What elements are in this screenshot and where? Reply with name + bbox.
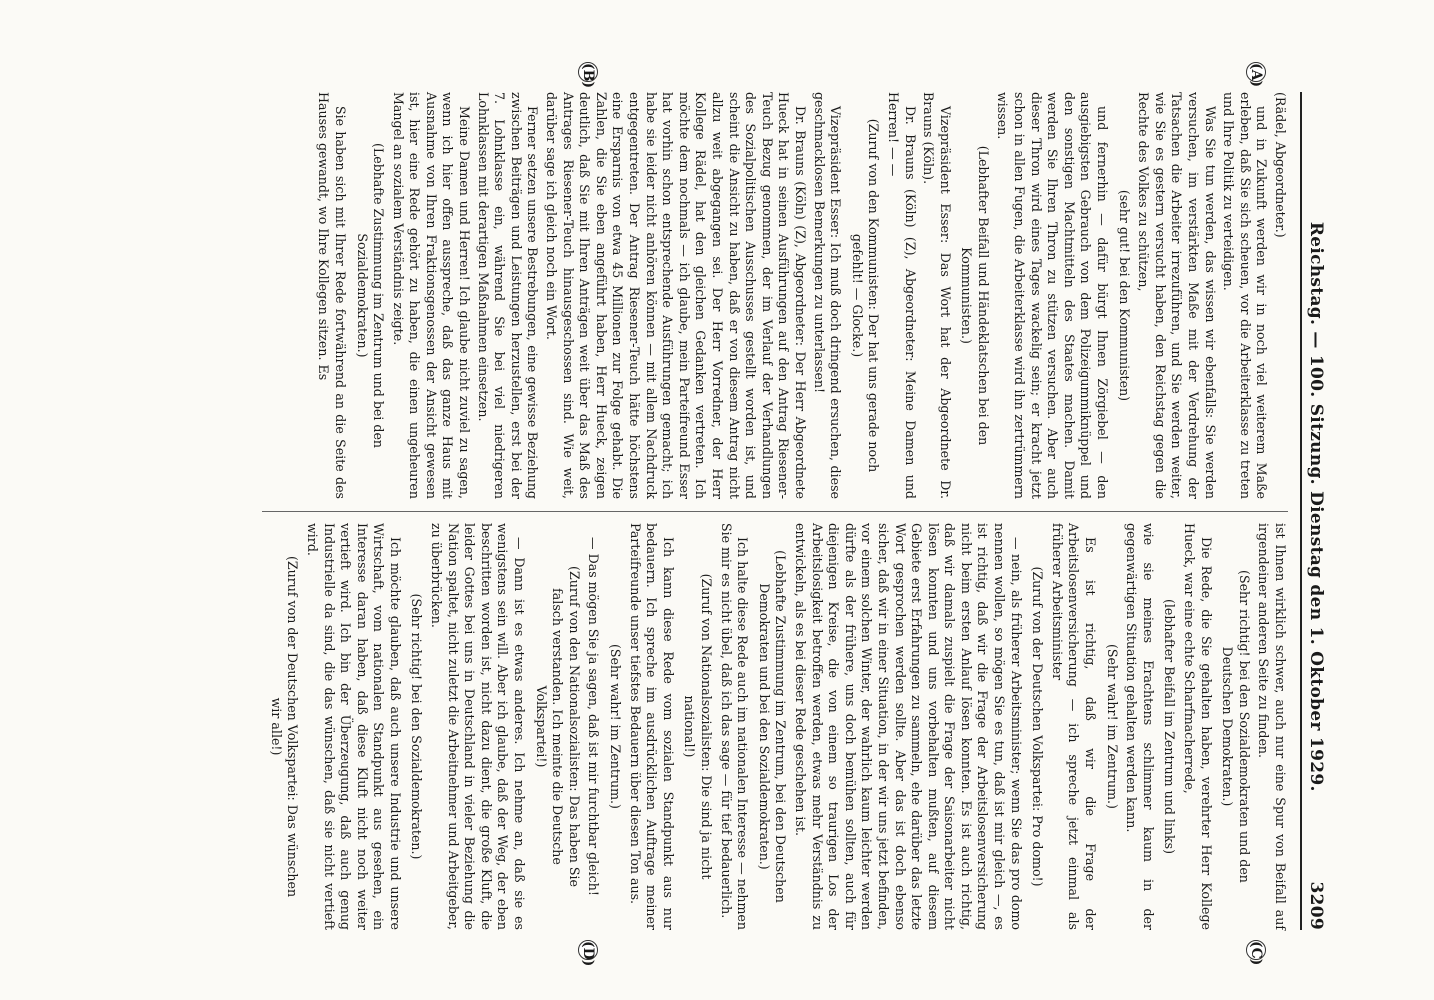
text-paragraph: — Das mögen Sie ja sagen, daß ist mir furchtbar gleich! [586, 537, 602, 896]
page-title: Reichstag. — 100. Sitzung. Dienstag den 1. Oktober 1929. [1306, 221, 1326, 792]
text-paragraph: wie sie meines Erachtens schlimmer kaum in der gegenwärtigen Situation gehalten werden kann. [1124, 523, 1156, 930]
interjection-paragraph: (Lebhafte Zustimmung im Zentrum, bei den Deutschen Demokraten und bei den Sozialdemokraten.) [756, 550, 789, 903]
page-number: 3209 [1306, 881, 1326, 930]
interjection-paragraph: (Sehr richtig! bei den Sozialdemokraten und den Deutschen Demokraten.) [1220, 570, 1252, 883]
text-paragraph: — Dann ist es etwas anderes. Ich nehme an, daß sie es wenigstens sein will. Aber ich glaube, daß der Weg, der eben beschritten worden ist, nicht dazu dient, die große Kluft, die leider Gottes bei uns in Deutschland in vieler Beziehung die Nation spaltet, nicht zuletzt die Arbeitnehmer und Arbeitgeber, zu überbrücken. [429, 523, 528, 930]
interjection-paragraph: (sehr gut! bei den Kommunisten) [1116, 189, 1132, 402]
interjection-paragraph: (Zuruf von der Deutschen Volkspartei: Das wünschen wir alle!) [268, 555, 301, 898]
column-divider [262, 511, 1288, 512]
text-paragraph: und fernerhin — dafür bürgt Ihnen Zörgiebel — den ausgiebigsten Gebrauch von dem Polizeigummiknüppel und den sonstigen Machtmitteln des Staates machen. Damit werden Sie Ihren Thron zu stützen versuchen. Aber auch dieser Thron wird eines Tages wackelig sein; er kracht jetzt schon in allen Fugen, die Arbeiterklasse wird ihn zertrümmern wissen. [995, 92, 1111, 499]
interjection-paragraph: (Zuruf von den Kommunisten: Der hat uns gerade noch gefehlt! — Glocke.) [849, 118, 882, 473]
text-paragraph: Ich möchte glauben, daß auch unsere Industrie und unsere Wirtschaft, vom nationalen Standpunkt aus gesehen, ein Interesse daran haben, daß diese Kluft nicht noch weiter vertieft wird. Ich bin der Überzeugung, daß auch genug Industrielle da sind, die das wünschen, daß sie nicht vertieft wird. [304, 523, 403, 930]
text-paragraph: Ich kann diese Rede vom sozialen Standpunkt aus nur bedauern. Ich spreche im ausdrücklichen Auftrage meiner Parteifreunde unser tiefstes Bedauern über diesen Ton aus. [627, 523, 676, 930]
text-paragraph: Vizepräsident Esser: Das Wort hat der Abgeordnete Dr. Brauns (Köln). [921, 92, 953, 499]
text-paragraph: und in Zukunft werden wir in noch viel weiterem Maße erleben, daß Sie sich scheuen, vor die Arbeiterklasse zu treten und Ihre Politik zu verteidigen. [1221, 92, 1270, 499]
margin-marker-a: (A) [1248, 63, 1264, 88]
margin-marker-b: (B) [580, 63, 596, 89]
text-paragraph: Meine Damen und Herren! Ich glaube nicht zuviel zu sagen, wenn ich hier offen ausspreche, daß das ganze Haus mit Ausnahme von Ihren Fraktionsgenossen der Ansicht gewesen ist, hier eine Rede gehört zu haben, die einen ungeheuren Mangel an sozialem Verständnis zeigte. [390, 92, 473, 499]
text-paragraph: Die Rede, die Sie gehalten haben, verehrter Herr Kollege Hueck, war eine echte Scharfmacherrede, [1182, 523, 1214, 930]
margin-marker-c: (C) [1248, 941, 1264, 966]
left-column [262, 92, 1288, 499]
text-paragraph: Vizepräsident Esser: Ich muß doch dringend ersuchen, diese geschmacklosen Bemerkungen zu unterlassen! [811, 92, 844, 499]
text-paragraph: ist Ihnen wirklich schwer, auch nur eine Spur von Beifall auf irgendeiner anderen Seite zu finden. [1256, 523, 1288, 930]
text-columns [262, 63, 1288, 967]
text-paragraph: Es ist richtig, daß wir die Frage der Arbeitslosenversicherung — ich spreche jetzt einmal als früherer Arbeitsminister [1049, 523, 1099, 930]
page-header [1300, 92, 1346, 930]
text-paragraph: Ich halte diese Rede auch im nationalen Interesse — nehmen Sie mir es nicht übel, daß ich das sage — für tief bedauerlich. [718, 523, 751, 930]
text-paragraph: (Rädel, Abgeordneter.) [1273, 92, 1288, 238]
margin-marker-d: (D) [580, 941, 596, 967]
interjection-paragraph: (Sehr wahr! im Zentrum.) [1104, 644, 1120, 809]
interjection-paragraph: (Zuruf von Nationalsozialisten: Die sind ja nicht national!) [682, 573, 714, 880]
interjection-paragraph: (Zuruf von den Nationalsozialisten: Das haben Sie falsch verstanden. Ich meinte die Deutsche Volkspartei!) [533, 566, 582, 887]
right-column [262, 523, 1288, 930]
text-paragraph: Ferner setzen unsere Bestrebungen, eine gewisse Beziehung zwischen Beiträgen und Leistungen herzustellen, erst bei der 7. Lohnklasse ein, während Sie bei viel niedrigeren Lohnklassen mit derartigen Maßnahmen einsetzen. [475, 92, 541, 499]
interjection-paragraph: (Zuruf von der Deutschen Volkspartei: Pro domo!) [1030, 566, 1046, 887]
interjection-paragraph: (Lebhafter Beifall und Händeklatschen bei den Kommunisten.) [959, 145, 991, 446]
text-paragraph: Dr. Brauns (Köln) (Z), Abgeordneter: Meine Damen und Herren! — — [885, 92, 918, 499]
interjection-paragraph: (Lebhafte Zustimmung im Zentrum und bei den Sozialdemokraten.) [354, 142, 387, 449]
text-paragraph: — nein, als früherer Arbeitsminister; wenn Sie das pro domo nennen wollen, so mögen Sie es tun, daß ist mir gleich —, es ist richtig, daß wir die Frage der Arbeitslosenversicherung nicht beim ersten Anlauf lösen konnten. Es ist auch richtig, daß wir damals zuspielt die Frage der Saisonarbeiter nicht lösen konnten und uns vorbehalten mußten, auf diesem Gebiete erst Erfahrungen zu sammeln, ehe darüber das letzte Wort gesprochen werden sollte. Aber das ist doch ebenso sicher, daß wir in einer Situation, in der wir uns jetzt befinden, vor einem solchen Winter, der wahrlich kaum leichter werden dürfte als der frühere, uns doch bemühen sollten, auch für diejenigen Kreise, die von einem so traurigen Los der Arbeitslosigkeit betroffen werden, etwas mehr Verständnis zu entwickeln, als es bei dieser Rede geschehen ist. [792, 523, 1024, 930]
text-paragraph: Was Sie tun werden, das wissen wir ebenfalls: Sie werden versuchen, im verstärkten Maße mit der Verdrehung der Tatsachen die Arbeiter irrezuführen, und Sie werden weiter, wie Sie es gestern versucht haben, den Reichstag gegen die Rechte des Volkes zu schützen, [1136, 92, 1218, 499]
interjection-paragraph: (Sehr wahr! im Zentrum.) [608, 644, 624, 809]
interjection-paragraph: (lebhafter Beifall im Zentrum und links) [1162, 598, 1178, 855]
interjection-paragraph: (Sehr richtig! bei den Sozialdemokraten.) [409, 593, 425, 860]
text-paragraph: Dr. Brauns (Köln) (Z), Abgeordneter: Der Herr Abgeordnete Hueck hat in seinen Ausführungen auf den Antrag Riesener-Teuch Bezug genommen, der im Verlauf der Verhandlungen des Sozialpolitischen Ausschusses gestellt worden ist, und scheint die Ansicht zu haben, daß er von diesem Antrag nicht allzu weit abgegangen sei. Der Herr Vorredner, der Herr Kollege Rädel, hat den gleichen Gedanken vertreten. Ich möchte dem nochmals — ich glaube, mein Parteifreund Esser hat vorhin schon entsprechende Ausführungen gemacht; ich habe sie leider nicht anhören können — mit allem Nachdruck entgegentreten. Der Antrag Riesener-Teuch hätte höchstens eine Ersparnis von etwa 45 Millionen zur Folge gehabt. Die Zahlen, die Sie eben angeführt haben, Herr Hueck, zeigen deutlich, daß Sie mit Ihren Anträgen weit über das Maß des Antrages Riesener-Teuch hinausgeschossen sind. Wie weit, darüber sage ich gleich noch ein Wort. [544, 92, 808, 499]
text-paragraph: Sie haben sich mit Ihrer Rede fortwährend an die Seite des Hauses gewandt, wo Ihre Kollegen sitzen. Es [316, 92, 348, 499]
